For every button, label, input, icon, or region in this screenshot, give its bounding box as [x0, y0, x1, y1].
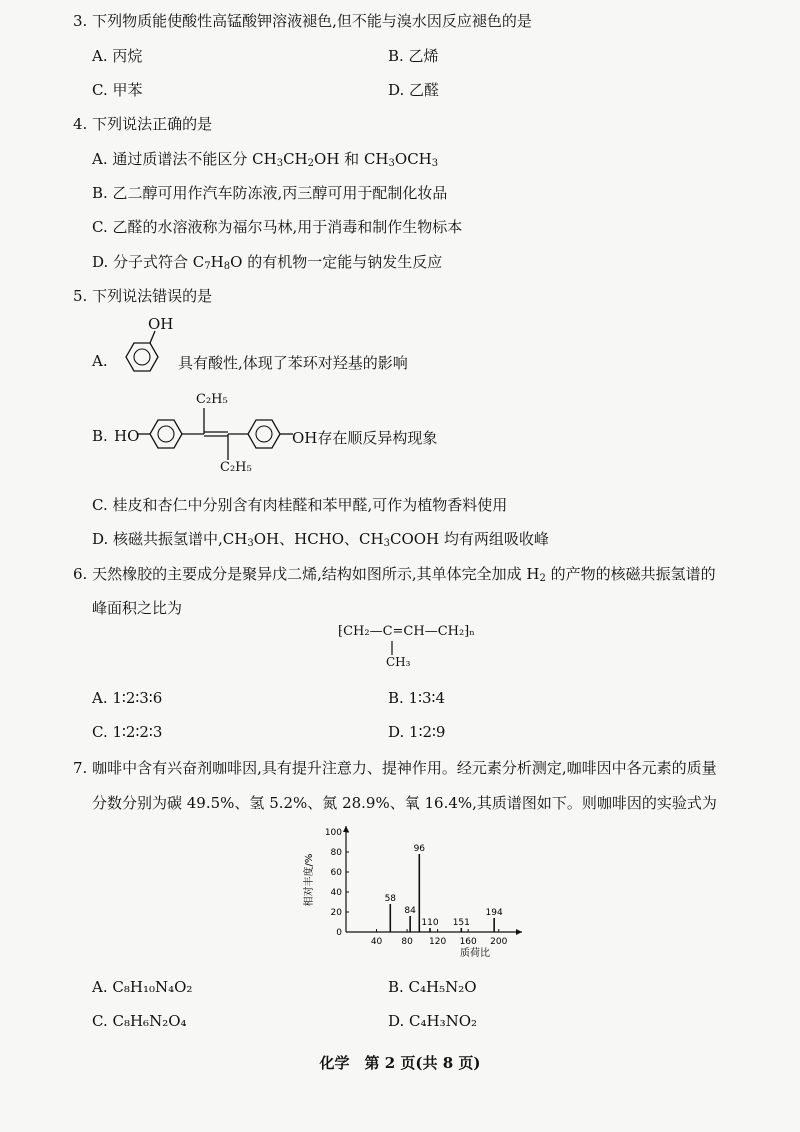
q3-option-d: D. 乙醛 — [388, 81, 440, 99]
peak-label: 151 — [452, 918, 470, 928]
q4-option-a: A. 通过质谱法不能区分 $CH_3CH_2OH$ 和 $CH_3OCH_3$ — [92, 150, 439, 169]
q7-option-d: D. C₄H₃NO₂ — [388, 1012, 478, 1030]
peak-label: 194 — [485, 908, 503, 918]
x-axis-arrow — [516, 929, 522, 935]
q3-option-b: B. 乙烯 — [388, 47, 439, 65]
q6-stem-line1: 6. 天然橡胶的主要成分是聚异戊二烯,结构如图所示,其单体完全加成 $H_2$ 的产物的核磁共振氢谱的 — [73, 565, 716, 584]
formula-ethanol: $CH_3CH_2OH$ — [252, 150, 340, 169]
chart-xlabel: 质荷比 — [460, 948, 490, 959]
q6-option-a: A. 1∶2∶3∶6 — [92, 689, 163, 707]
peak-label: 58 — [384, 894, 397, 904]
q3-option-a: A. 丙烷 — [92, 47, 143, 65]
y-tick-label: 0 — [336, 928, 342, 938]
q5-option-d: D. 核磁共振氢谱中$,CH_3OH$、HCHO、$CH_3COOH$ 均有两组吸收峰 — [92, 530, 549, 549]
q4-option-d: D. 分子式符合 $C_7H_8O$ 的有机物一定能与钠发生反应 — [92, 253, 443, 272]
x-tick-label: 80 — [401, 937, 413, 947]
b-ho-label: HO — [114, 427, 140, 445]
x-tick-label: 200 — [490, 937, 508, 947]
q6-option-c: C. 1∶2∶2∶3 — [92, 723, 163, 741]
x-tick-label: 160 — [459, 937, 477, 947]
y-tick-label: 20 — [330, 908, 342, 918]
b-ethyl-bottom: C₂H₅ — [220, 460, 252, 475]
b-ethyl-top: C₂H₅ — [196, 392, 228, 407]
chart-peaks — [385, 844, 503, 932]
polyisoprene-structure: ⁅CH₂—C=CH—CH₂⁆ₙ — [338, 624, 475, 639]
q7-option-b: B. C₄H₅N₂O — [388, 978, 477, 996]
page-footer: 化学 第 2 页(共 8 页) — [319, 1054, 481, 1072]
formula-c7h8o: $C_7H_8O$ — [192, 253, 243, 272]
chart-yticks — [325, 828, 349, 938]
x-tick-label: 40 — [370, 937, 383, 947]
q5-option-c: C. 桂皮和杏仁中分别含有肉桂醛和苯甲醛,可作为植物香料使用 — [92, 496, 508, 514]
y-axis-arrow — [343, 826, 349, 832]
phenol-oh-label: OH — [148, 315, 174, 333]
q4-option-c: C. 乙醛的水溶液称为福尔马林,用于消毒和制作生物标本 — [92, 218, 463, 236]
q7-stem-line1: 7. 咖啡中含有兴奋剂咖啡因,具有提升注意力、提神作用。经元素分析测定,咖啡因中各元素的质量 — [73, 759, 717, 777]
peak-label: 110 — [421, 918, 439, 928]
formula-list-nmr: $CH_3OH$、HCHO、$CH_3COOH$ — [222, 530, 440, 549]
q4-option-b: B. 乙二醇可用作汽车防冻液,丙三醇可用于配制化妆品 — [92, 184, 448, 202]
q5-option-b-label: B. — [92, 427, 108, 445]
q5-option-a-text: 具有酸性,体现了苯环对羟基的影响 — [178, 354, 408, 372]
peak-label: 84 — [404, 906, 416, 916]
q5-option-b-text: OH存在顺反异构现象 — [292, 429, 438, 447]
q6-option-b: B. 1∶3∶4 — [388, 689, 445, 707]
y-tick-label: 100 — [324, 828, 342, 838]
q4-stem: 4. 下列说法正确的是 — [73, 115, 213, 133]
q3-stem: 3. 下列物质能使酸性高锰酸钾溶液褪色,但不能与溴水因反应褪色的是 — [73, 12, 532, 30]
q3-option-c: C. 甲苯 — [92, 81, 143, 99]
polymer-branch-bond — [390, 641, 394, 655]
formula-dimethyl-ether: $CH_3OCH_3$ — [363, 150, 439, 169]
polymer-methyl: CH₃ — [386, 655, 411, 669]
q6-stem-line2: 峰面积之比为 — [92, 599, 183, 617]
mass-spectrum-chart — [300, 820, 530, 970]
y-tick-label: 40 — [330, 888, 342, 898]
q7-option-c: C. C₈H₆N₂O₄ — [92, 1012, 187, 1030]
q5-stem: 5. 下列说法错误的是 — [73, 287, 213, 305]
y-tick-label: 80 — [330, 848, 342, 858]
q6-option-d: D. 1∶2∶9 — [388, 723, 446, 741]
formula-h2: $H_2$ — [526, 565, 546, 584]
y-tick-label: 60 — [330, 868, 342, 878]
chart-ylabel: 相对丰度/% — [304, 853, 315, 907]
q5-option-a-label: A. — [92, 352, 108, 370]
peak-label: 96 — [413, 844, 426, 854]
x-tick-label: 120 — [429, 937, 447, 947]
q7-stem-line2: 分数分别为碳 49.5%、氢 5.2%、氮 28.9%、氧 16.4%,其质谱图如下。则咖啡因的实验式为 — [92, 794, 717, 812]
q7-option-a: A. C₈H₁₀N₄O₂ — [92, 978, 193, 996]
